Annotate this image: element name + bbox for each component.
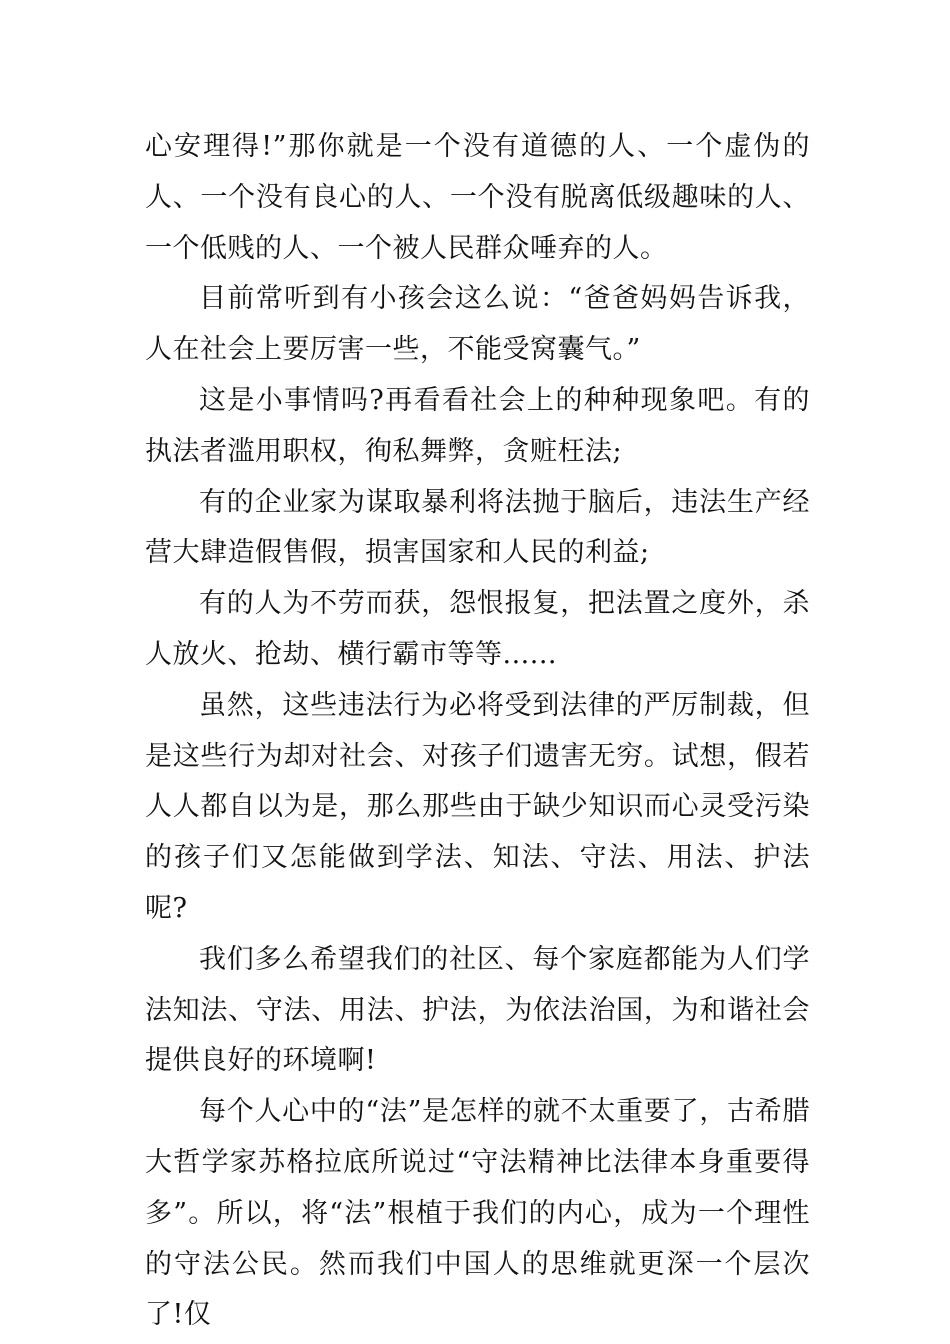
paragraph-6: 虽然，这些违法行为必将受到法律的严厉制裁，但是这些行为却对社会、对孩子们遗害无穷。试想，假若人人都自以为是，那么那些由于缺少知识而心灵受污染的孩子们又怎能做到学法、知法、守法、用法、护法呢?: [145, 689, 810, 924]
paragraph-1: 心安理得!”那你就是一个没有道德的人、一个虚伪的人、一个没有良心的人、一个没有脱离低级趣味的人、一个低贱的人、一个被人民群众唾弃的人。: [145, 131, 810, 264]
paragraph-4: 有的企业家为谋取暴利将法抛于脑后，违法生产经营大肆造假售假，损害国家和人民的利益;: [145, 486, 810, 569]
paragraph-5: 有的人为不劳而获，怨恨报复，把法置之度外，杀人放火、抢劫、横行霸市等等......: [145, 588, 810, 670]
paragraph-3: 这是小事情吗?再看看社会上的种种现象吧。有的执法者滥用职权，徇私舞弊，贪赃枉法;: [145, 384, 810, 467]
paragraph-7: 我们多么希望我们的社区、每个家庭都能为人们学法知法、守法、用法、护法，为依法治国，为和谐社会提供良好的环境啊!: [145, 943, 810, 1077]
paragraph-2: 目前常听到有小孩会这么说：“爸爸妈妈告诉我，人在社会上要厉害一些，不能受窝囊气。”: [145, 283, 810, 366]
body-text: [145, 122, 810, 1341]
paragraph-8: 每个人心中的“法”是怎样的就不太重要了，古希腊大哲学家苏格拉底所说过“守法精神比法律本身重要得多”。所以，将“法”根植于我们的内心，成为一个理性的守法公民。然而我们中国人的思维就更深一个层次了!仅: [145, 1096, 810, 1331]
